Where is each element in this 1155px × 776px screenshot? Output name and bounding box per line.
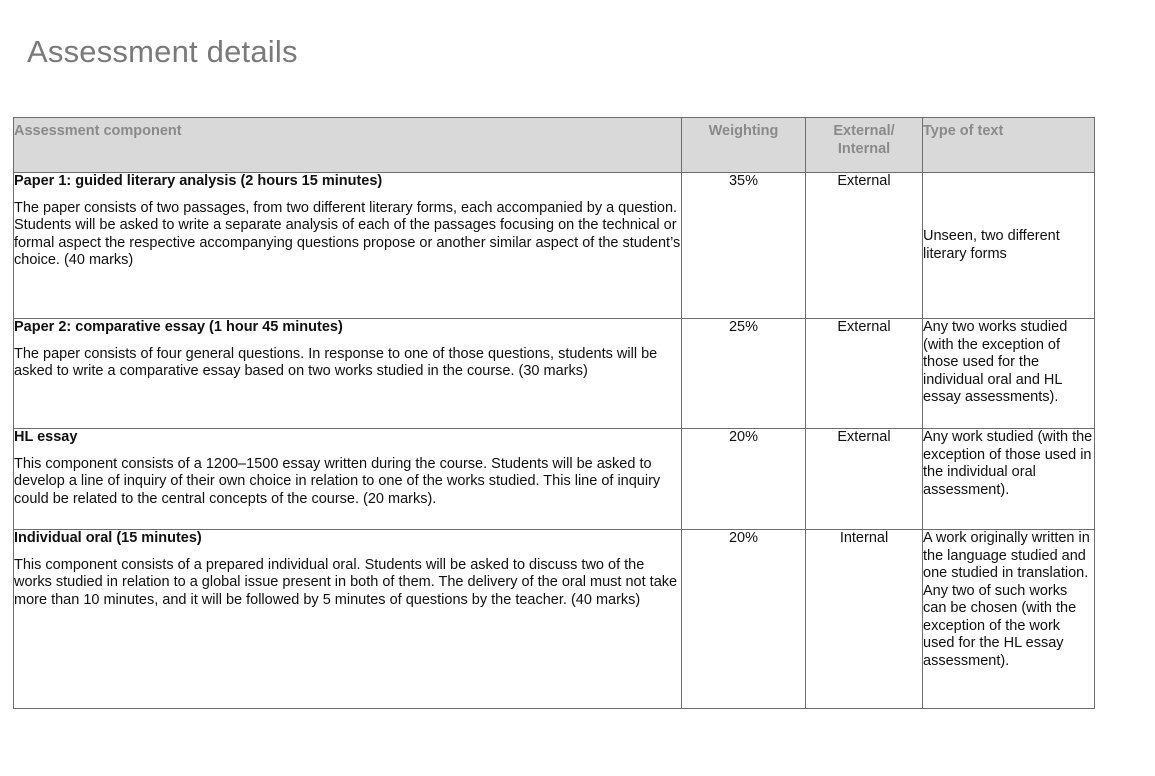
weighting-cell: 20% bbox=[682, 429, 806, 530]
weighting-cell: 20% bbox=[682, 530, 806, 709]
table-row bbox=[14, 173, 1095, 319]
component-title: HL essay bbox=[14, 429, 78, 445]
table-row bbox=[14, 319, 1095, 429]
assessment-type-cell: External bbox=[806, 319, 923, 429]
page-title: Assessment details bbox=[27, 34, 298, 69]
component-description: The paper consists of four general questions. In response to one of those questions, students will be asked to write a comparative essay based on two works studied in the course. (30 marks) bbox=[14, 345, 658, 379]
assessment-type-cell: External bbox=[806, 173, 923, 319]
weighting-cell: 35% bbox=[682, 173, 806, 319]
component-cell bbox=[14, 530, 682, 709]
type-of-text-cell: Any two works studied (with the exception of those used for the individual oral and HL essay assessments). bbox=[923, 319, 1095, 429]
component-title: Paper 1: guided literary analysis (2 hours 15 minutes) bbox=[14, 173, 383, 189]
component-title: Individual oral (15 minutes) bbox=[14, 530, 202, 546]
type-of-text-cell: Unseen, two different literary forms bbox=[923, 173, 1095, 319]
component-cell bbox=[14, 319, 682, 429]
header-weighting: Weighting bbox=[682, 118, 806, 173]
type-of-text-cell: A work originally written in the language studied and one studied in translation. Any two of such works can be chosen (with the exception of the work used for the HL essay assessment). bbox=[923, 530, 1095, 709]
weighting-cell: 25% bbox=[682, 319, 806, 429]
component-description: The paper consists of two passages, from two different literary forms, each accompanied by a question. Students will be asked to write a separate analysis of each of the passages focusing on the technical or formal aspect the respective accompanying questions propose or another similar aspect of the student’s choice. (40 marks) bbox=[14, 199, 681, 268]
component-cell bbox=[14, 173, 682, 319]
component-title: Paper 2: comparative essay (1 hour 45 minutes) bbox=[14, 319, 343, 335]
assessment-table bbox=[13, 117, 1095, 709]
component-description: This component consists of a prepared individual oral. Students will be asked to discuss two of the works studied in relation to a global issue present in both of them. The delivery of the oral must not take more than 10 minutes, and it will be followed by 5 minutes of questions by the teacher. (40 marks) bbox=[14, 556, 678, 608]
type-of-text-cell: Any work studied (with the exception of those used in the individual oral assessment). bbox=[923, 429, 1095, 530]
header-type-of-text: Type of text bbox=[923, 118, 1095, 173]
component-description: This component consists of a 1200–1500 essay written during the course. Students will be asked to develop a line of inquiry of their own choice in relation to one of the works studied. This line of inquiry could be related to the central concepts of the course. (20 marks). bbox=[14, 455, 661, 507]
header-external-internal: External/ Internal bbox=[806, 118, 923, 173]
header-assessment-component: Assessment component bbox=[14, 118, 682, 173]
assessment-type-cell: External bbox=[806, 429, 923, 530]
table-row bbox=[14, 429, 1095, 530]
table-row bbox=[14, 530, 1095, 709]
table-header-row bbox=[14, 118, 1095, 173]
component-cell bbox=[14, 429, 682, 530]
assessment-type-cell: Internal bbox=[806, 530, 923, 709]
